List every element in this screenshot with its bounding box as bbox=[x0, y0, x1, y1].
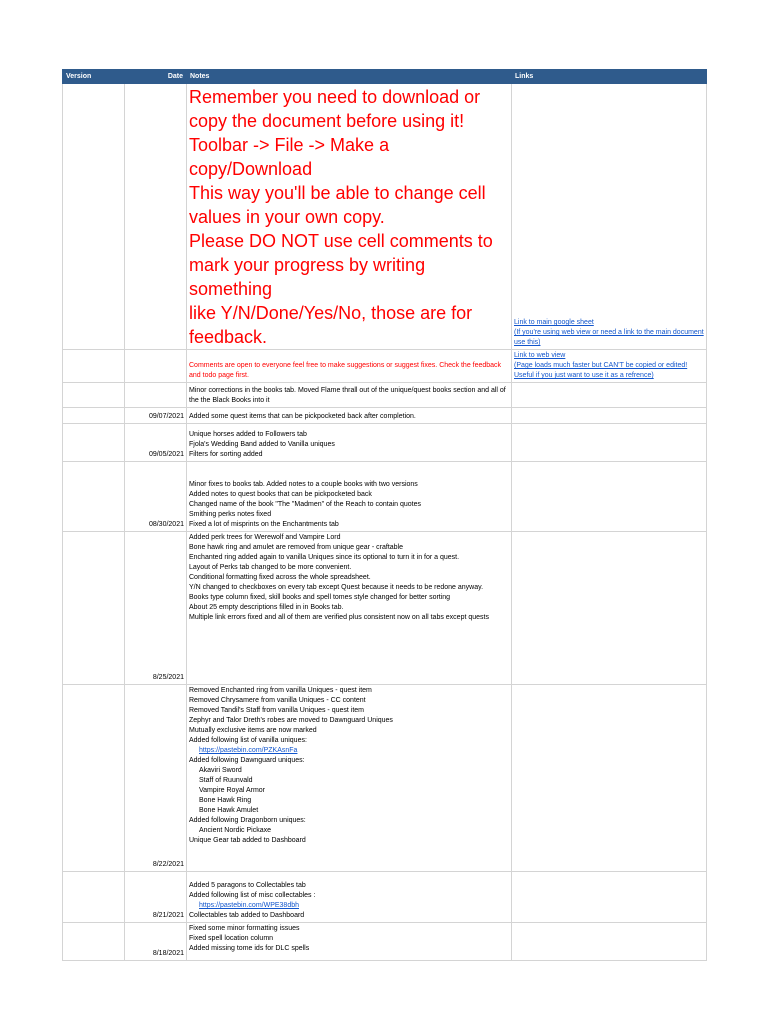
banner-notes-cell[interactable] bbox=[187, 84, 512, 350]
version-cell[interactable] bbox=[63, 424, 125, 462]
header-row bbox=[63, 70, 707, 84]
links-cell[interactable] bbox=[512, 424, 707, 462]
note-line: Fixed some minor formatting issues bbox=[189, 925, 300, 932]
header-notes[interactable]: Notes bbox=[187, 70, 512, 84]
note-line: Mutually exclusive items are now marked bbox=[189, 727, 317, 734]
note-line: Added perk trees for Werewolf and Vampire Lord bbox=[189, 534, 341, 541]
banner-line: mark your progress by writing something bbox=[189, 255, 426, 299]
links-cell[interactable] bbox=[512, 685, 707, 872]
note-line: Bone Hawk Amulet bbox=[199, 807, 259, 814]
main-sheet-link-desc[interactable]: (If you're using web view or need a link to the main document use this) bbox=[514, 329, 704, 346]
date-cell[interactable] bbox=[125, 84, 187, 350]
date-cell[interactable] bbox=[125, 383, 187, 408]
note-line: Added following Dragonborn uniques: bbox=[189, 817, 306, 824]
note-line bbox=[189, 901, 509, 911]
note-line: Filters for sorting added bbox=[189, 451, 263, 458]
note-line: Added notes to quest books that can be pickpocketed back bbox=[189, 491, 372, 498]
note-line: Enchanted ring added again to vanilla Uniques since its optional to turn it in for a quest. bbox=[189, 554, 460, 561]
note-line: Added following list of misc collectables : bbox=[189, 892, 316, 899]
main-sheet-link[interactable]: Link to main google sheet bbox=[514, 319, 594, 326]
notes-cell[interactable] bbox=[187, 383, 512, 408]
links-cell[interactable] bbox=[512, 408, 707, 424]
notes-cell[interactable] bbox=[187, 685, 512, 872]
note-line: Multiple link errors fixed and all of them are verified plus consistent now on all tabs except quests bbox=[189, 614, 489, 621]
note-line: Vampire Royal Armor bbox=[199, 787, 266, 794]
table-row bbox=[63, 923, 707, 961]
banner-line: copy the document before using it! bbox=[189, 111, 465, 131]
note-line: Akaviri Sword bbox=[199, 767, 242, 774]
note-line: Added following Dawnguard uniques: bbox=[189, 757, 305, 764]
table-row bbox=[63, 424, 707, 462]
banner-line: Toolbar -> File -> Make a copy/Download bbox=[189, 135, 390, 179]
table-row bbox=[63, 872, 707, 923]
note-line: Staff of Ruunvald bbox=[199, 777, 253, 784]
note-line: Bone hawk ring and amulet are removed from unique gear - craftable bbox=[189, 544, 404, 551]
note-line: Smithing perks notes fixed bbox=[189, 511, 272, 518]
version-cell[interactable] bbox=[63, 408, 125, 424]
links-cell[interactable] bbox=[512, 84, 707, 350]
links-cell[interactable] bbox=[512, 383, 707, 408]
note-line: Added some quest items that can be pickpocketed back after completion. bbox=[189, 413, 416, 420]
table-row bbox=[63, 532, 707, 685]
note-line: Y/N changed to checkboxes on every tab except Quest because it needs to be redone anyway. bbox=[189, 584, 484, 591]
header-date[interactable]: Date bbox=[125, 70, 187, 84]
banner-row bbox=[63, 84, 707, 350]
note-line: Minor corrections in the books tab. Moved Flame thrall out of the unique/quest books section and all of the the Black Books into it bbox=[189, 387, 506, 404]
date-cell[interactable]: 8/18/2021 bbox=[125, 923, 187, 961]
version-cell[interactable] bbox=[63, 923, 125, 961]
version-cell[interactable] bbox=[63, 84, 125, 350]
notes-cell[interactable] bbox=[187, 532, 512, 685]
version-cell[interactable] bbox=[63, 350, 125, 383]
note-line: Books type column fixed, skill books and spell tomes style changed for better sorting bbox=[189, 594, 451, 601]
links-cell[interactable] bbox=[512, 462, 707, 532]
banner-line: feedback. bbox=[189, 327, 268, 347]
table-row bbox=[63, 685, 707, 872]
version-cell[interactable] bbox=[63, 462, 125, 532]
banner-line: This way you'll be able to change cell bbox=[189, 183, 486, 203]
pastebin-link[interactable]: https://pastebin.com/PZKAsnFa bbox=[199, 747, 298, 754]
version-cell[interactable] bbox=[63, 872, 125, 923]
web-view-link-desc[interactable]: (Page loads much faster but CAN'T be copied or edited! Useful if you just want to use it as a refrence) bbox=[514, 362, 688, 379]
note-line: Bone Hawk Ring bbox=[199, 797, 252, 804]
changelog-table bbox=[62, 69, 707, 961]
table-row bbox=[63, 408, 707, 424]
date-cell[interactable] bbox=[125, 350, 187, 383]
note-line: Layout of Perks tab changed to be more convenient. bbox=[189, 564, 352, 571]
notes-cell[interactable] bbox=[187, 408, 512, 424]
note-line: About 25 empty descriptions filled in in Books tab. bbox=[189, 604, 344, 611]
header-version[interactable]: Version bbox=[63, 70, 125, 84]
note-line: Ancient Nordic Pickaxe bbox=[199, 827, 271, 834]
notes-cell[interactable] bbox=[187, 462, 512, 532]
pastebin-link[interactable]: https://pastebin.com/WPE38dbh bbox=[199, 902, 299, 909]
banner-line: Remember you need to download or bbox=[189, 87, 481, 107]
date-cell[interactable]: 09/07/2021 bbox=[125, 408, 187, 424]
note-line: Unique horses added to Followers tab bbox=[189, 431, 307, 438]
comments-notes-cell[interactable] bbox=[187, 350, 512, 383]
web-view-link[interactable]: Link to web view bbox=[514, 352, 566, 359]
note-line: Minor fixes to books tab. Added notes to a couple books with two versions bbox=[189, 481, 418, 488]
date-cell[interactable]: 8/22/2021 bbox=[125, 685, 187, 872]
note-line: Conditional formatting fixed across the whole spreadsheet. bbox=[189, 574, 371, 581]
note-line: Unique Gear tab added to Dashboard bbox=[189, 837, 306, 844]
notes-cell[interactable] bbox=[187, 923, 512, 961]
banner-line: like Y/N/Done/Yes/No, those are for bbox=[189, 303, 473, 323]
links-cell[interactable] bbox=[512, 923, 707, 961]
version-cell[interactable] bbox=[63, 685, 125, 872]
note-line bbox=[189, 746, 509, 756]
version-cell[interactable] bbox=[63, 383, 125, 408]
note-line: Removed Chrysamere from vanilla Uniques - CC content bbox=[189, 697, 366, 704]
comments-row bbox=[63, 350, 707, 383]
note-line: Fixed a lot of misprints on the Enchantments tab bbox=[189, 521, 339, 528]
table-row bbox=[63, 383, 707, 408]
note-line: Added 5 paragons to Collectables tab bbox=[189, 882, 306, 889]
notes-cell[interactable] bbox=[187, 424, 512, 462]
note-line: Collectables tab added to Dashboard bbox=[189, 912, 305, 919]
note-line: Zephyr and Talor Dreth's robes are moved to Dawnguard Uniques bbox=[189, 717, 393, 724]
note-line: Added missing tome ids for DLC spells bbox=[189, 945, 310, 952]
version-cell[interactable] bbox=[63, 532, 125, 685]
comments-note: Comments are open to everyone feel free to make suggestions or suggest fixes. Check the feedback and todo page first. bbox=[189, 362, 502, 379]
links-cell[interactable] bbox=[512, 872, 707, 923]
date-cell[interactable]: 08/30/2021 bbox=[125, 462, 187, 532]
note-line: Fjola's Wedding Band added to Vanilla uniques bbox=[189, 441, 335, 448]
date-cell[interactable]: 8/21/2021 bbox=[125, 872, 187, 923]
notes-cell[interactable] bbox=[187, 872, 512, 923]
links-cell[interactable] bbox=[512, 532, 707, 685]
note-line: Fixed spell location column bbox=[189, 935, 274, 942]
date-cell[interactable]: 8/25/2021 bbox=[125, 532, 187, 685]
links-cell[interactable] bbox=[512, 350, 707, 383]
note-line: Removed Enchanted ring from vanilla Uniques - quest item bbox=[189, 687, 372, 694]
note-line: Added following list of vanilla uniques: bbox=[189, 737, 307, 744]
note-line: Removed Tandil's Staff from vanilla Uniques - quest item bbox=[189, 707, 364, 714]
note-line: Changed name of the book "The "Madmen" of the Reach to contain quotes bbox=[189, 501, 421, 508]
date-cell[interactable]: 09/05/2021 bbox=[125, 424, 187, 462]
table-row bbox=[63, 462, 707, 532]
header-links[interactable]: Links bbox=[512, 70, 707, 84]
banner-line: values in your own copy. bbox=[189, 207, 385, 227]
banner-line: Please DO NOT use cell comments to bbox=[189, 231, 493, 251]
